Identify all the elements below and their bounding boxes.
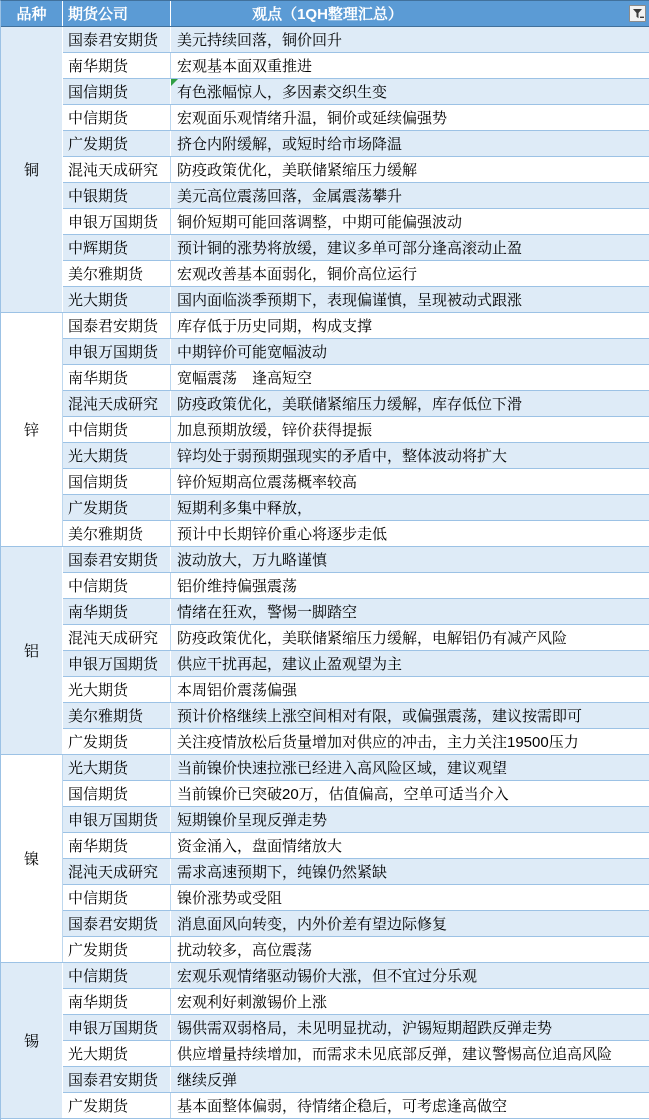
company-cell[interactable]: 光大期货 [63, 755, 171, 780]
section-rows [63, 27, 649, 312]
variety-label: 铝 [23, 643, 39, 660]
opinion-cell[interactable]: 短期镍价呈现反弹走势 [177, 812, 328, 829]
company-cell[interactable]: 广发期货 [63, 729, 171, 754]
section-rows [63, 313, 649, 546]
table-row [63, 287, 649, 312]
company-cell[interactable]: 光大期货 [63, 287, 171, 312]
table-row [63, 911, 649, 937]
variety-section [1, 313, 649, 547]
table-body [1, 27, 649, 1119]
table-row [63, 105, 649, 131]
variety-section [1, 27, 649, 313]
opinion-cell[interactable]: 短期利多集中释放， [177, 500, 313, 517]
opinion-cell[interactable]: 国内面临淡季预期下，表现偏谨慎，呈现被动式跟涨 [177, 292, 523, 309]
opinion-cell[interactable]: 基本面整体偏弱，待情绪企稳后，可考虑逢高做空 [177, 1098, 508, 1115]
table-row [63, 469, 649, 495]
company-cell[interactable]: 光大期货 [63, 677, 171, 702]
company-cell[interactable]: 国泰君安期货 [63, 547, 171, 572]
opinion-cell[interactable]: 预计中长期锌价重心将逐步走低 [177, 526, 388, 543]
opinion-cell[interactable]: 情绪在狂欢，警惕一脚踏空 [177, 604, 358, 621]
table-row [63, 495, 649, 521]
table-row [63, 443, 649, 469]
company-cell[interactable]: 国泰君安期货 [63, 911, 171, 936]
opinion-cell[interactable]: 本周铝价震荡偏强 [177, 682, 298, 699]
autofilter-button[interactable] [629, 5, 646, 22]
opinion-cell[interactable]: 当前镍价快速拉涨已经进入高风险区域，建议观望 [177, 760, 508, 777]
company-cell[interactable]: 国信期货 [63, 469, 171, 494]
company-cell[interactable]: 国信期货 [63, 79, 171, 104]
opinion-cell[interactable]: 挤仓内附缓解，或短时给市场降温 [177, 136, 403, 153]
company-cell[interactable]: 南华期货 [63, 599, 171, 624]
opinion-cell[interactable]: 防疫政策优化，美联储紧缩压力缓解 [177, 162, 418, 179]
table-row [63, 1015, 649, 1041]
table-row [63, 833, 649, 859]
table-row [63, 625, 649, 651]
table-row [63, 365, 649, 391]
table-row [63, 573, 649, 599]
table-row [63, 729, 649, 754]
opinion-cell[interactable]: 宏观利好刺激锡价上涨 [177, 994, 328, 1011]
company-cell[interactable]: 中信期货 [63, 105, 171, 130]
table-row [63, 209, 649, 235]
company-cell[interactable]: 中银期货 [63, 183, 171, 208]
opinion-cell[interactable]: 扰动较多，高位震荡 [177, 942, 313, 959]
table-row [63, 1067, 649, 1093]
table-row [63, 859, 649, 885]
variety-section [1, 755, 649, 963]
opinion-cell[interactable]: 有色涨幅惊人，多因素交织生变 [171, 79, 649, 104]
table-row [63, 755, 649, 781]
company-cell[interactable]: 国泰君安期货 [63, 1067, 171, 1092]
company-cell[interactable]: 混沌天成研究 [63, 625, 171, 650]
company-cell[interactable]: 申银万国期货 [63, 209, 171, 234]
company-cell[interactable]: 中信期货 [63, 417, 171, 442]
table-row [63, 781, 649, 807]
opinion-cell[interactable]: 预计价格继续上涨空间相对有限，或偏强震荡，建议按需即可 [177, 708, 583, 725]
table-row [63, 417, 649, 443]
company-cell[interactable]: 美尔雅期货 [63, 521, 171, 546]
comment-indicator-icon [171, 79, 178, 86]
table-row [63, 521, 649, 546]
opinion-cell[interactable]: 加息预期放缓，锌价获得提振 [177, 422, 373, 439]
opinion-cell[interactable]: 锡供需双弱格局，未见明显扰动，沪锡短期超跌反弹走势 [177, 1020, 553, 1037]
company-cell[interactable]: 南华期货 [63, 833, 171, 858]
opinion-cell[interactable]: 美元持续回落，铜价回升 [177, 32, 343, 49]
company-cell[interactable]: 美尔雅期货 [63, 703, 171, 728]
section-rows [63, 547, 649, 754]
opinion-cell[interactable]: 铜价短期可能回落调整，中期可能偏强波动 [177, 214, 463, 231]
company-cell[interactable]: 中辉期货 [63, 235, 171, 260]
variety-label: 锡 [23, 1033, 39, 1050]
table-row [63, 1093, 649, 1118]
header-variety[interactable]: 品种 [1, 1, 63, 26]
company-cell[interactable]: 混沌天成研究 [63, 157, 171, 182]
opinion-cell[interactable]: 锌价短期高位震荡概率较高 [177, 474, 358, 491]
company-cell[interactable]: 国泰君安期货 [63, 313, 171, 338]
opinion-cell[interactable]: 中期锌价可能宽幅波动 [177, 344, 328, 361]
opinion-cell[interactable]: 库存低于历史同期，构成支撑 [177, 318, 373, 335]
funnel-filter-icon [632, 8, 644, 20]
opinion-cell[interactable]: 美元高位震荡回落，金属震荡攀升 [177, 188, 403, 205]
table-row [63, 261, 649, 287]
table-row [63, 885, 649, 911]
section-rows [63, 755, 649, 962]
table-row [63, 313, 649, 339]
opinion-cell[interactable]: 宏观改善基本面弱化，铜价高位运行 [177, 266, 418, 283]
table-row [63, 937, 649, 962]
company-cell[interactable]: 申银万国期货 [63, 339, 171, 364]
variety-cell[interactable] [1, 755, 63, 962]
header-opinion[interactable]: 观点（1QH整理汇总） [252, 6, 403, 23]
table-row [63, 989, 649, 1015]
table-row [63, 27, 649, 53]
opinion-cell[interactable]: 镍价涨势或受阻 [177, 890, 283, 907]
opinion-cell[interactable]: 防疫政策优化，美联储紧缩压力缓解，库存低位下滑 [177, 396, 523, 413]
table-row [63, 703, 649, 729]
variety-label: 锌 [23, 422, 39, 439]
opinion-cell[interactable]: 铝价维持偏强震荡 [177, 578, 298, 595]
company-cell[interactable]: 南华期货 [63, 365, 171, 390]
table-row [63, 807, 649, 833]
opinion-cell[interactable]: 宏观乐观情绪驱动锡价大涨，但不宜过分乐观 [177, 968, 478, 985]
company-cell[interactable]: 国信期货 [63, 781, 171, 806]
company-cell[interactable]: 申银万国期货 [63, 651, 171, 676]
section-rows [63, 963, 649, 1118]
company-cell[interactable]: 混沌天成研究 [63, 859, 171, 884]
company-cell[interactable]: 国泰君安期货 [63, 27, 171, 52]
company-cell[interactable]: 南华期货 [63, 53, 171, 78]
company-cell[interactable]: 中信期货 [63, 963, 171, 988]
opinion-cell[interactable]: 关注疫情放松后货量增加对供应的冲击，主力关注19500压力 [177, 734, 579, 751]
table-row [63, 677, 649, 703]
opinion-cell[interactable]: 波动放大，万九略谨慎 [177, 552, 328, 569]
variety-section [1, 547, 649, 755]
table-row [63, 547, 649, 573]
opinion-cell[interactable]: 消息面风向转变，内外价差有望边际修复 [177, 916, 448, 933]
opinion-cell[interactable]: 供应干扰再起，建议止盈观望为主 [177, 656, 403, 673]
company-cell[interactable]: 中信期货 [63, 573, 171, 598]
table-row [63, 183, 649, 209]
company-cell[interactable]: 广发期货 [63, 937, 171, 962]
opinion-cell[interactable]: 宏观基本面双重推进 [177, 58, 313, 75]
variety-cell[interactable] [1, 27, 63, 312]
company-cell[interactable]: 广发期货 [63, 1093, 171, 1118]
table-header-row [1, 1, 649, 27]
company-cell[interactable]: 光大期货 [63, 443, 171, 468]
opinion-cell[interactable]: 宽幅震荡 逢高短空 [177, 370, 313, 387]
table-row [63, 963, 649, 989]
company-cell[interactable]: 广发期货 [63, 495, 171, 520]
opinion-cell[interactable]: 预计铜的涨势将放缓，建议多单可部分逢高滚动止盈 [177, 240, 523, 257]
variety-section [1, 963, 649, 1119]
table-row [63, 53, 649, 79]
company-cell[interactable]: 广发期货 [63, 131, 171, 156]
opinion-cell[interactable]: 宏观面乐观情绪升温，铜价或延续偏强势 [177, 110, 448, 127]
variety-label: 铜 [23, 162, 39, 179]
table-row [63, 1041, 649, 1067]
table-row [63, 339, 649, 365]
variety-label: 镍 [23, 851, 39, 868]
opinion-cell[interactable]: 继续反弹 [177, 1072, 238, 1089]
table-row [63, 599, 649, 625]
table-row [63, 131, 649, 157]
company-cell[interactable]: 美尔雅期货 [63, 261, 171, 286]
table-row [63, 235, 649, 261]
table-row [63, 157, 649, 183]
opinion-cell[interactable]: 防疫政策优化，美联储紧缩压力缓解，电解铝仍有减产风险 [177, 630, 568, 647]
company-cell[interactable]: 南华期货 [63, 989, 171, 1014]
table-row [63, 651, 649, 677]
variety-cell[interactable] [1, 313, 63, 546]
company-cell[interactable]: 混沌天成研究 [63, 391, 171, 416]
table-row [63, 391, 649, 417]
company-cell[interactable]: 申银万国期货 [63, 807, 171, 832]
variety-cell[interactable] [1, 547, 63, 754]
opinion-cell[interactable]: 需求高速预期下，纯镍仍然紧缺 [177, 864, 388, 881]
header-company[interactable]: 期货公司 [63, 1, 171, 26]
company-cell[interactable]: 申银万国期货 [63, 1015, 171, 1040]
variety-cell[interactable] [1, 963, 63, 1118]
company-cell[interactable]: 中信期货 [63, 885, 171, 910]
opinion-cell[interactable]: 资金涌入，盘面情绪放大 [177, 838, 343, 855]
opinion-cell[interactable]: 锌均处于弱预期强现实的矛盾中，整体波动将扩大 [177, 448, 508, 465]
opinion-cell[interactable]: 供应增量持续增加，而需求未见底部反弹，建议警惕高位追高风险 [177, 1046, 613, 1063]
company-cell[interactable]: 光大期货 [63, 1041, 171, 1066]
opinion-cell[interactable]: 当前镍价已突破20万，估值偏高，空单可适当介入 [177, 786, 509, 803]
table-row [63, 79, 649, 105]
